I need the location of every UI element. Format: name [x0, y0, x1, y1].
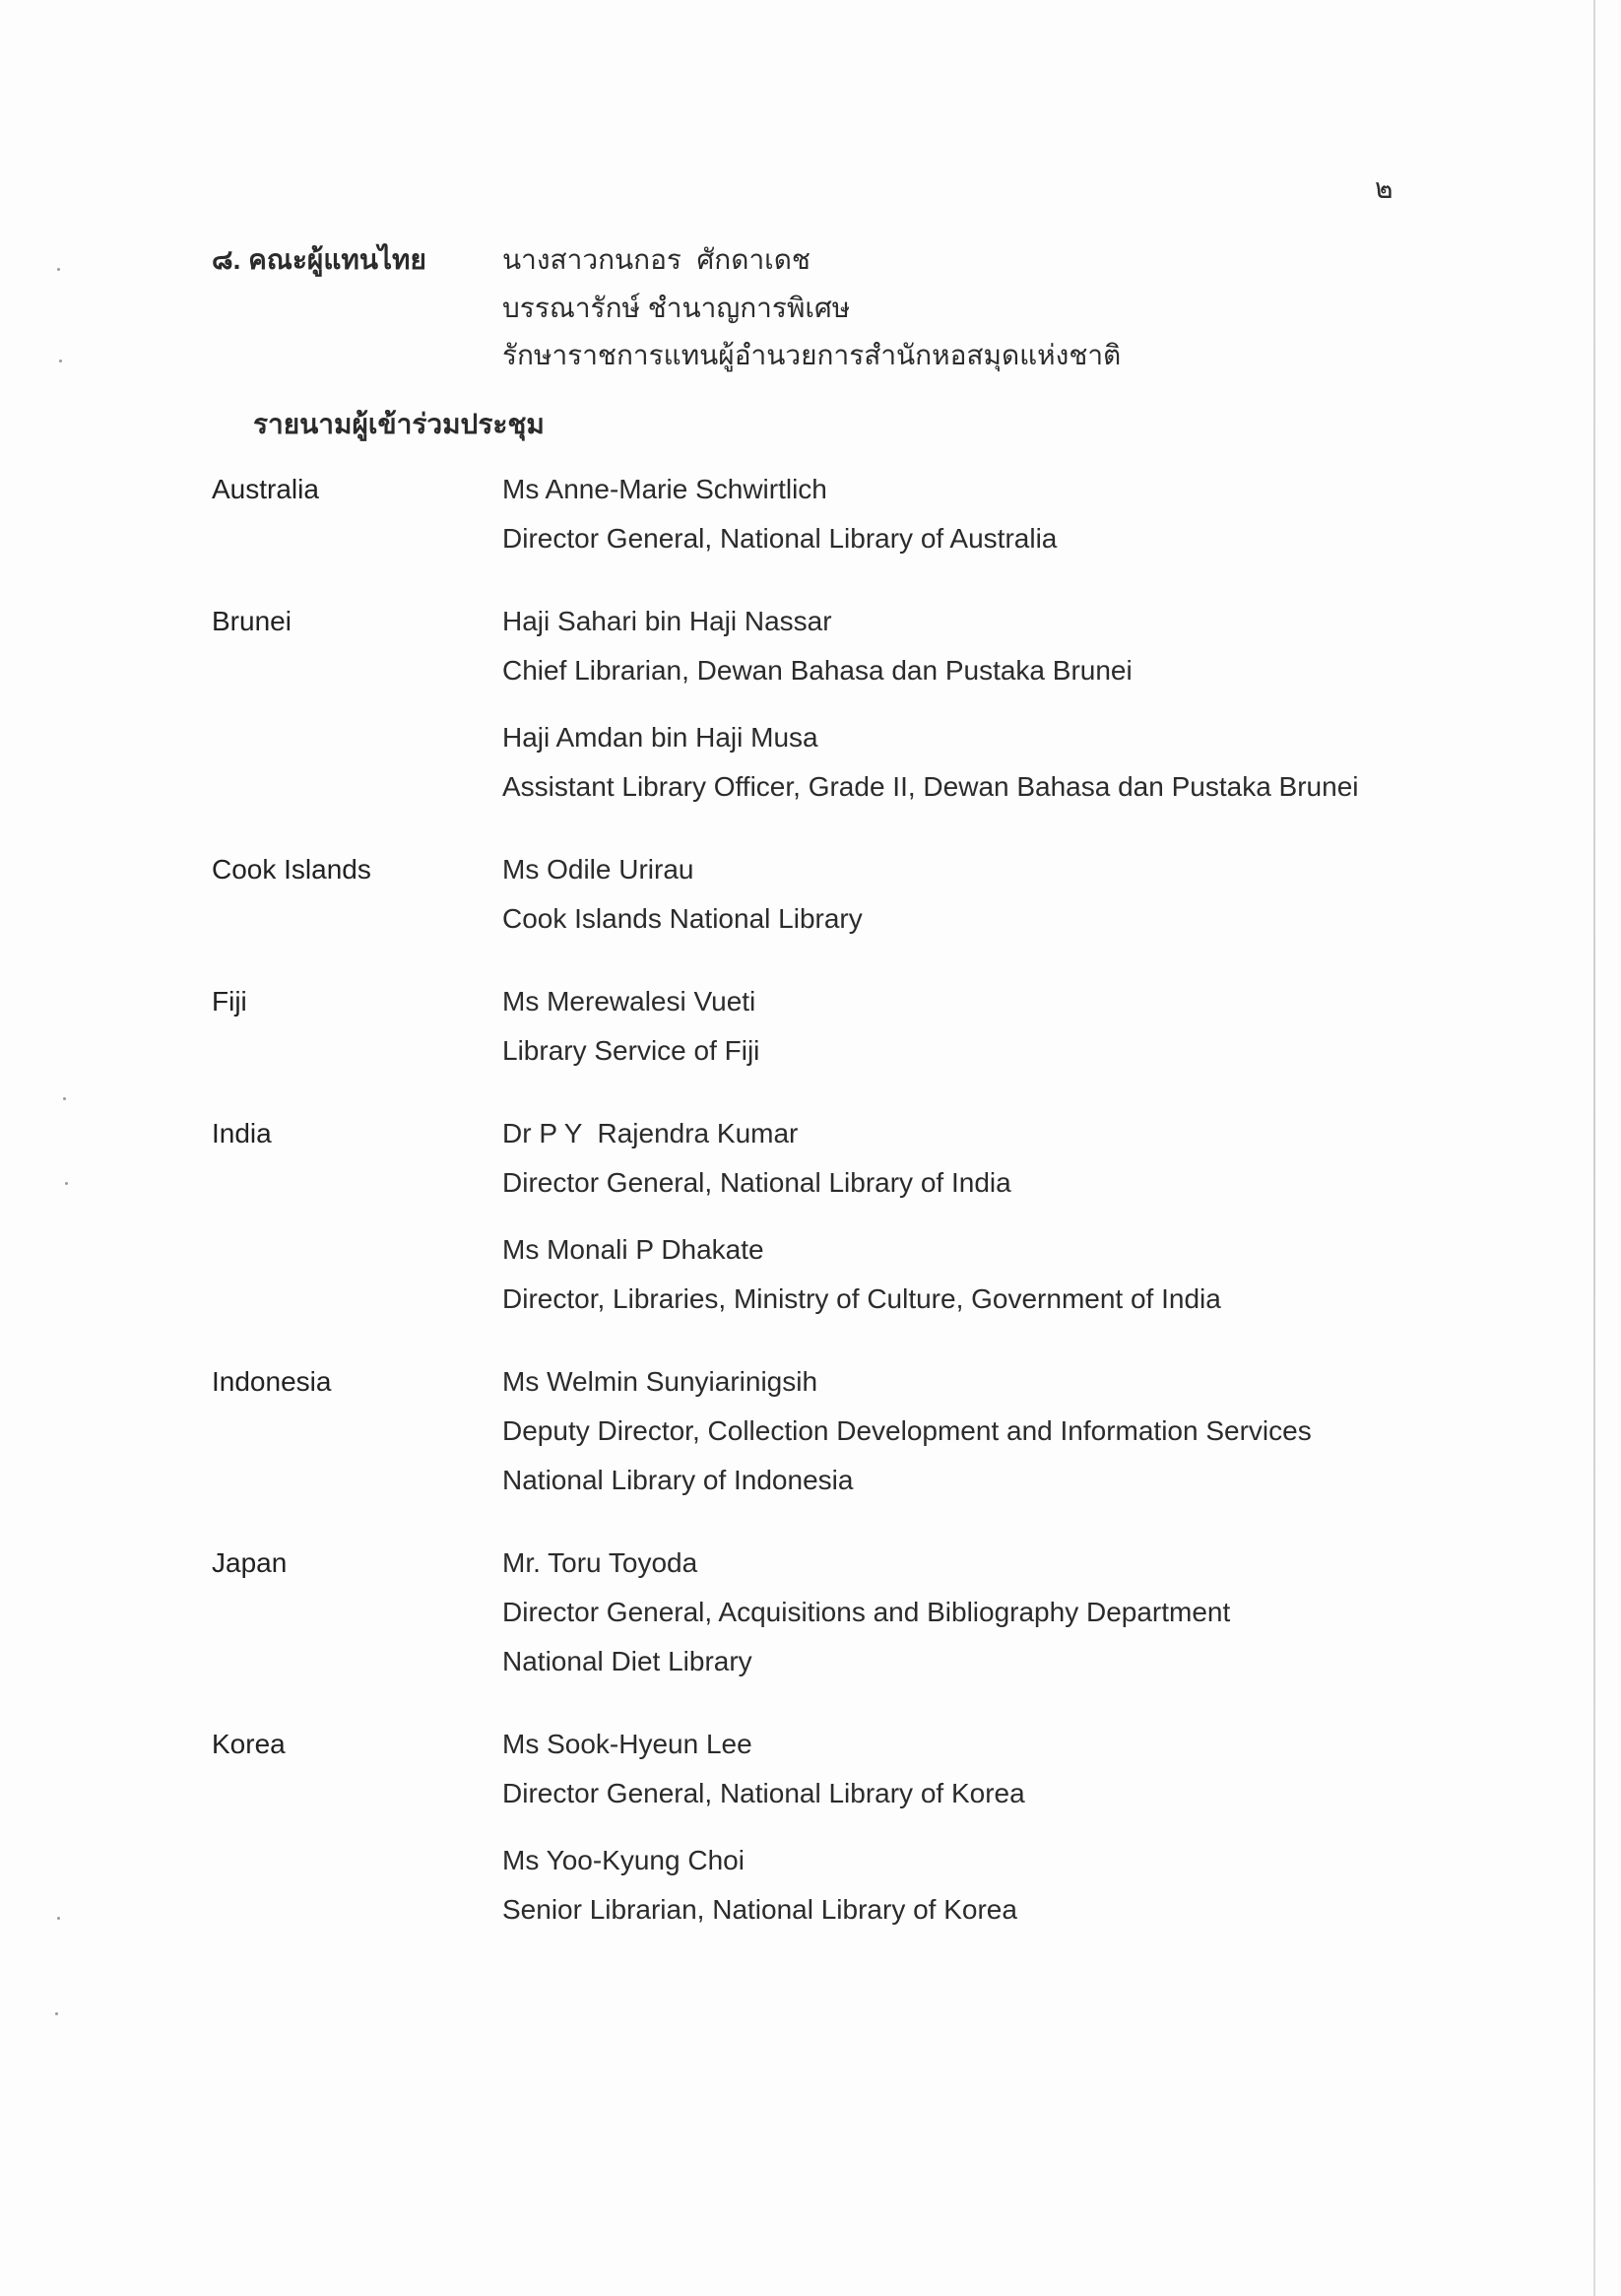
people-list: [502, 1720, 1522, 1935]
person-entry: [502, 1357, 1522, 1505]
country-name: Brunei: [212, 606, 292, 636]
people-list: [502, 1539, 1522, 1686]
country-block-indonesia: [212, 1357, 1522, 1505]
person-entry: [502, 1539, 1522, 1686]
country-name: Australia: [212, 474, 319, 504]
person-entry: [502, 713, 1522, 812]
country-block-cook-islands: [212, 845, 1522, 944]
person-entry: [502, 1836, 1522, 1935]
person-entry: [502, 845, 1522, 944]
person-name: Haji Amdan bin Haji Musa: [502, 722, 818, 753]
person-entry: [502, 977, 1522, 1076]
people-list: [502, 977, 1522, 1076]
participants-heading: รายนามผู้เข้าร่วมประชุม: [253, 409, 545, 439]
scan-dot: [59, 360, 62, 362]
person-entry: [502, 597, 1522, 695]
person-title: Director General, National Library of Korea: [502, 1778, 1025, 1808]
country-name: Indonesia: [212, 1366, 332, 1397]
person-name: Ms Monali P Dhakate: [502, 1234, 764, 1265]
country-name: Japan: [212, 1547, 288, 1578]
scan-dot: [57, 268, 60, 271]
page-number: ๒: [1375, 173, 1394, 204]
thai-delegation-details: [502, 236, 1121, 380]
participants-list: [212, 465, 1522, 1935]
scan-edge-line: [1593, 0, 1595, 2296]
person-title: Chief Librarian, Dewan Bahasa dan Pustaka Brunei: [502, 655, 1133, 686]
person-name: Ms Welmin Sunyiarinigsih: [502, 1366, 818, 1397]
thai-delegate-acting-position: รักษาราชการแทนผู้อำนวยการสำนักหอสมุดแห่งชาติ: [502, 340, 1122, 370]
person-name: Ms Odile Urirau: [502, 854, 694, 885]
person-title: Senior Librarian, National Library of Korea: [502, 1894, 1017, 1925]
country-name: Fiji: [212, 986, 247, 1017]
person-entry: [502, 465, 1522, 563]
person-entry: [502, 1109, 1522, 1208]
thai-delegate-position: บรรณารักษ์ ชำนาญการพิเศษ: [502, 292, 851, 323]
person-title: National Diet Library: [502, 1646, 752, 1676]
person-entry: [502, 1225, 1522, 1324]
country-block-korea: [212, 1720, 1522, 1935]
person-name: Ms Merewalesi Vueti: [502, 986, 756, 1017]
person-title: Library Service of Fiji: [502, 1035, 760, 1066]
country-name: Cook Islands: [212, 854, 371, 885]
country-block-australia: [212, 465, 1522, 563]
person-entry: [502, 1720, 1522, 1818]
country-block-india: [212, 1109, 1522, 1324]
people-list: [502, 1357, 1522, 1505]
scan-dot: [65, 1182, 68, 1185]
person-title: Director General, National Library of Australia: [502, 523, 1058, 554]
thai-delegation-heading: ๘. คณะผู้แทนไทย: [212, 244, 426, 275]
person-name: Mr. Toru Toyoda: [502, 1547, 698, 1578]
thai-delegate-name: นางสาวกนกอร ศักดาเดช: [502, 244, 810, 275]
country-block-brunei: [212, 597, 1522, 812]
scan-dot: [63, 1097, 66, 1100]
person-title: Director General, National Library of India: [502, 1167, 1011, 1198]
people-list: [502, 1109, 1522, 1324]
scan-dot: [55, 2012, 58, 2015]
people-list: [502, 597, 1522, 812]
person-title: Director, Libraries, Ministry of Culture, Government of India: [502, 1283, 1221, 1314]
person-title: Director General, Acquisitions and Bibliography Department: [502, 1597, 1231, 1627]
person-title: Assistant Library Officer, Grade II, Dewan Bahasa dan Pustaka Brunei: [502, 771, 1359, 802]
person-name: Dr P Y Rajendra Kumar: [502, 1118, 799, 1148]
scan-dot: [57, 1917, 60, 1920]
person-title: National Library of Indonesia: [502, 1465, 854, 1495]
person-name: Ms Anne-Marie Schwirtlich: [502, 474, 827, 504]
country-block-japan: [212, 1539, 1522, 1686]
person-name: Ms Yoo-Kyung Choi: [502, 1845, 745, 1875]
person-title: Cook Islands National Library: [502, 903, 863, 934]
person-name: Haji Sahari bin Haji Nassar: [502, 606, 832, 636]
people-list: [502, 845, 1522, 944]
country-name: India: [212, 1118, 272, 1148]
person-name: Ms Sook-Hyeun Lee: [502, 1729, 752, 1759]
country-name: Korea: [212, 1729, 286, 1759]
person-title: Deputy Director, Collection Development and Information Services: [502, 1415, 1312, 1446]
people-list: [502, 465, 1522, 563]
country-block-fiji: [212, 977, 1522, 1076]
